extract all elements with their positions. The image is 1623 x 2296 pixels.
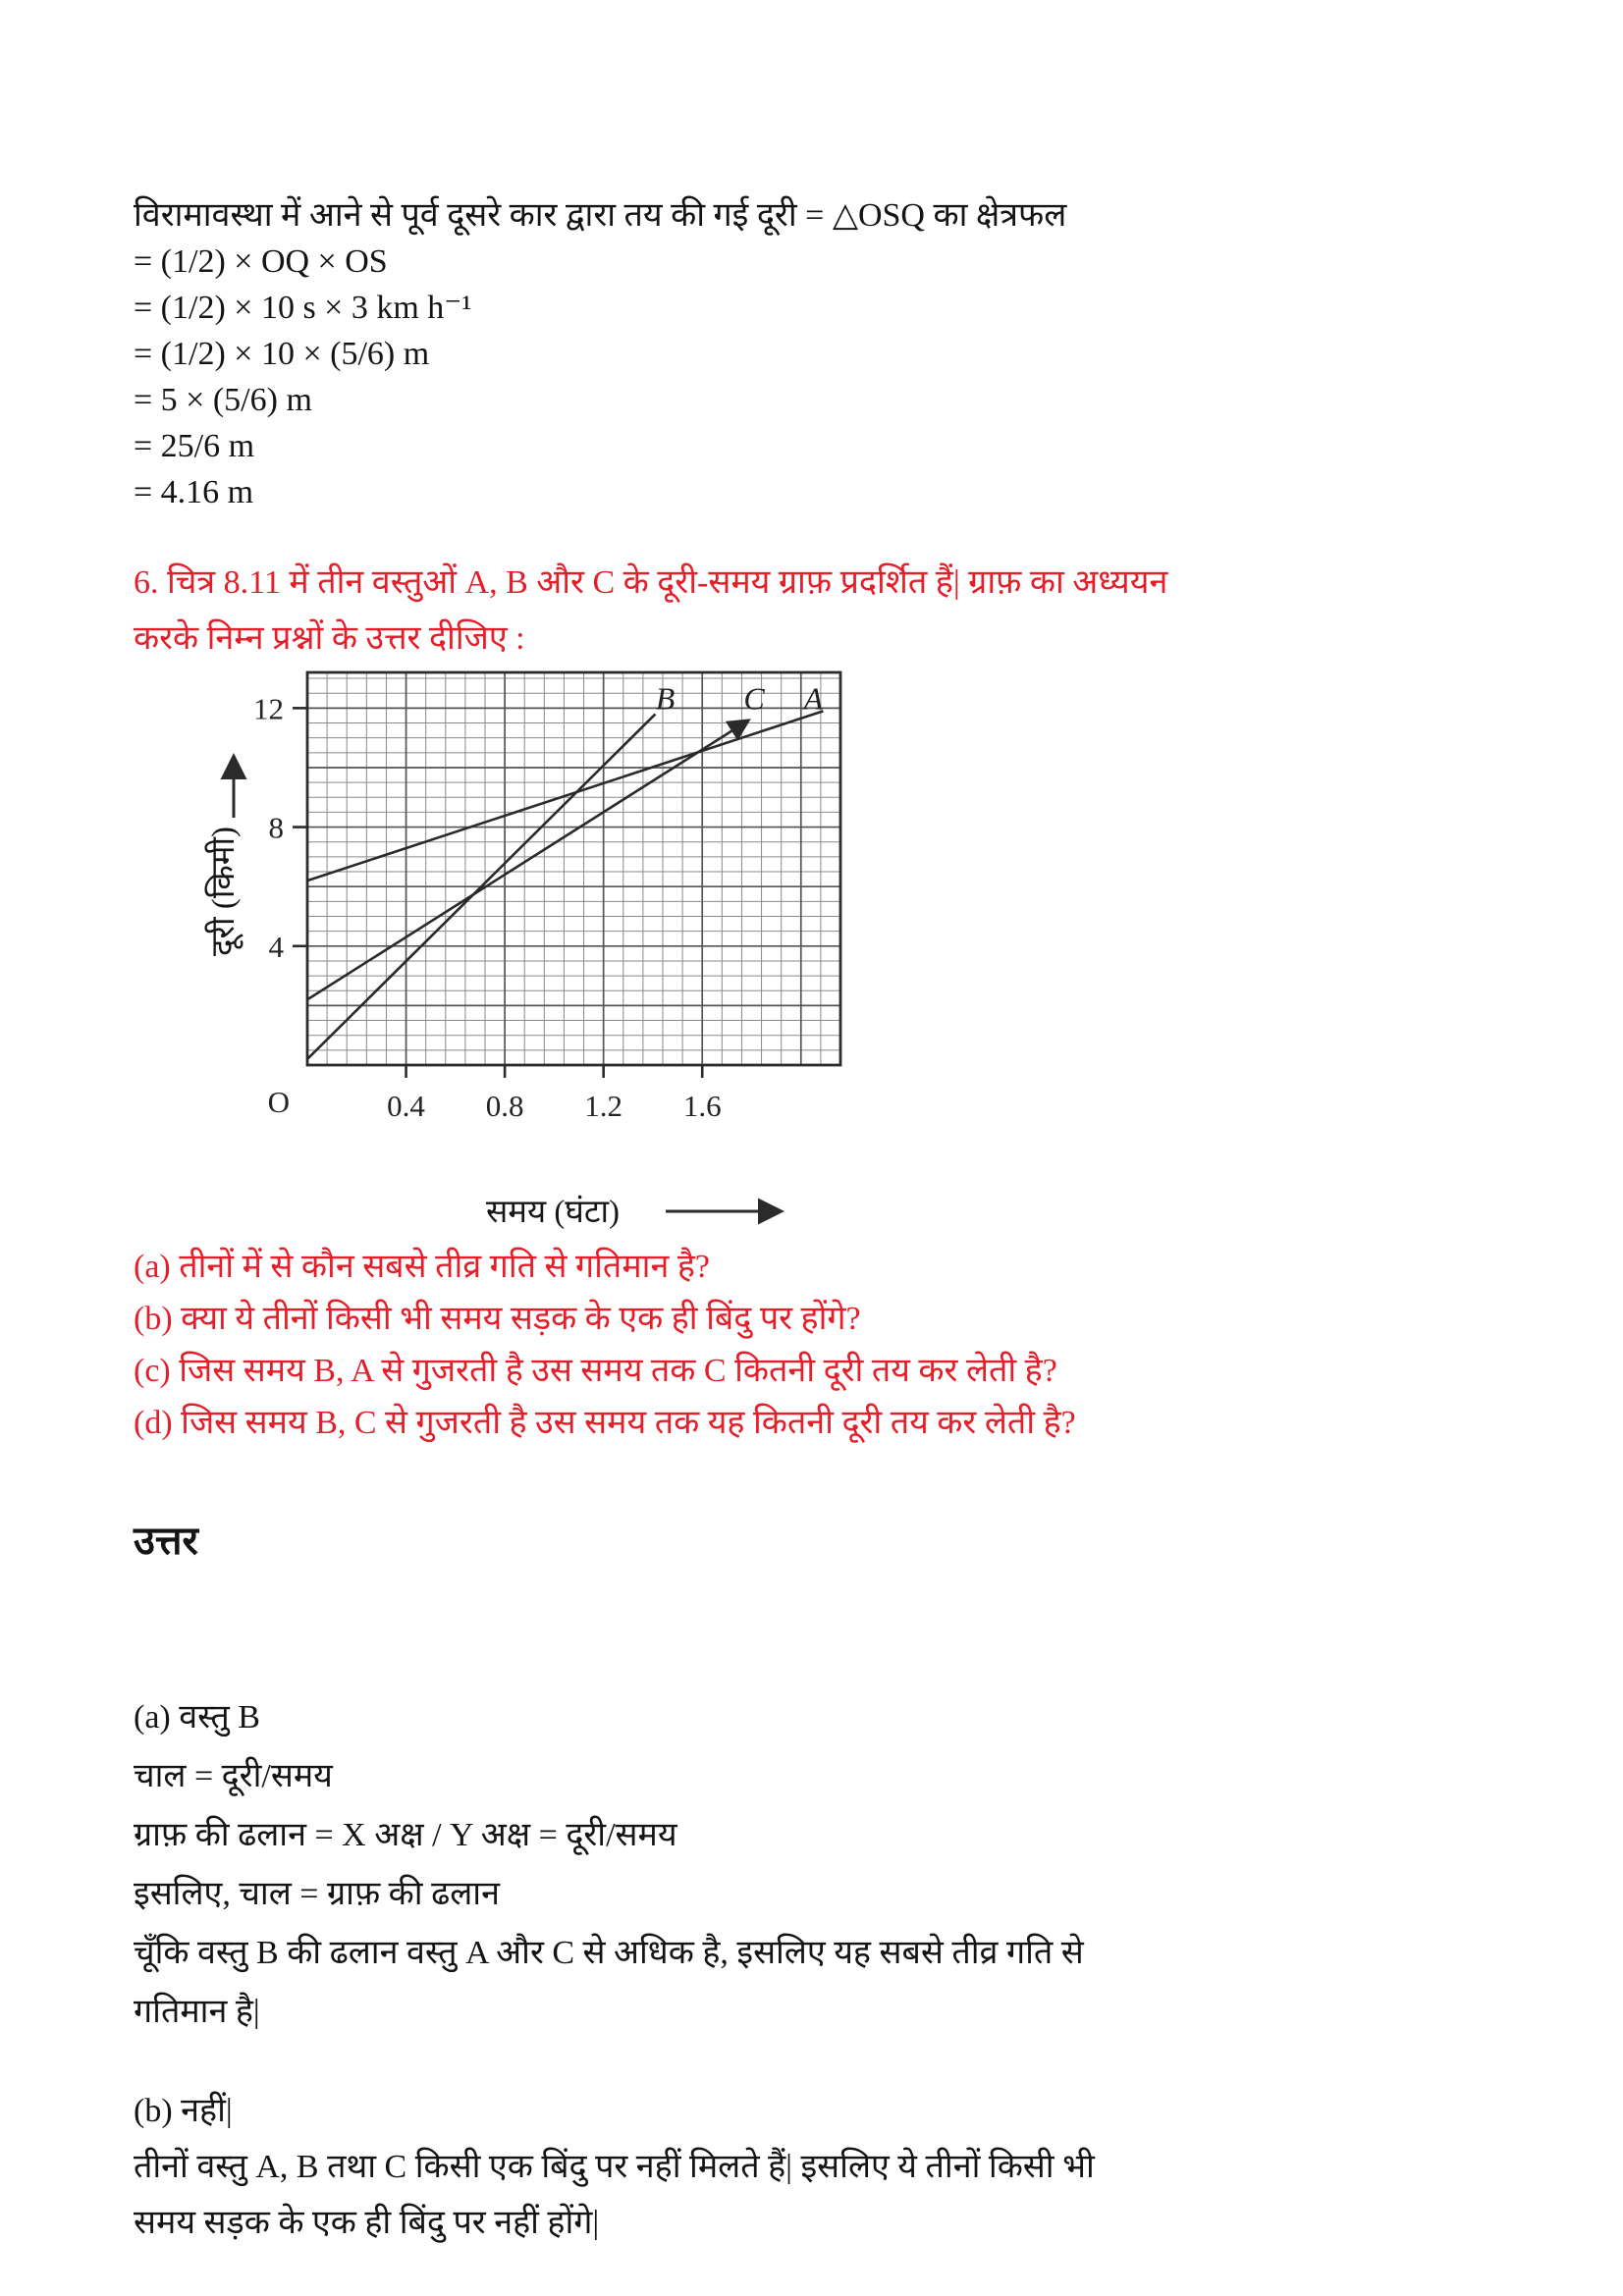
answer-b-block bbox=[134, 2083, 1095, 2251]
question-intro-line: करके निम्न प्रश्नों के उत्तर दीजिए : bbox=[134, 620, 525, 657]
sub-questions bbox=[134, 1241, 1076, 1449]
sub-question-c: (c) जिस समय B, A से गुजरती है उस समय तक C कितनी दूरी तय कर लेती है? bbox=[134, 1353, 1057, 1389]
y-tick-label: 4 bbox=[268, 929, 284, 964]
answer-a-line: ग्राफ़ की ढलान = X अक्ष / Y अक्ष = दूरी/समय bbox=[134, 1817, 677, 1853]
question-6-intro bbox=[134, 555, 1167, 667]
series-label-A: A bbox=[803, 680, 824, 717]
series-line-C bbox=[307, 721, 746, 999]
calc-line: = 25/6 m bbox=[134, 428, 255, 464]
answer-heading: उत्तर bbox=[134, 1519, 198, 1563]
series-label-C: C bbox=[743, 680, 765, 717]
origin-label: O bbox=[267, 1085, 290, 1119]
series-label-B: B bbox=[655, 680, 676, 717]
calc-line: विरामावस्था में आने से पूर्व दूसरे कार द्वारा तय की गई दूरी = △OSQ का क्षेत्रफल bbox=[134, 197, 1067, 234]
answer-b-line: समय सड़क के एक ही बिंदु पर नहीं होंगे| bbox=[134, 2205, 600, 2241]
calc-line: = (1/2) × OQ × OS bbox=[134, 243, 388, 280]
answer-a-block bbox=[134, 1688, 1084, 2042]
x-tick-label: 1.2 bbox=[584, 1089, 623, 1123]
answer-a-line: चाल = दूरी/समय bbox=[134, 1758, 333, 1794]
calculation-block bbox=[134, 192, 1066, 515]
distance-time-graph bbox=[175, 656, 862, 1259]
answer-a-line: गतिमान है| bbox=[134, 1994, 260, 2030]
x-tick-label: 0.8 bbox=[485, 1089, 524, 1123]
series-line-A bbox=[307, 711, 823, 881]
x-tick-label: 1.6 bbox=[682, 1089, 722, 1123]
question-intro-line: 6. चित्र 8.11 में तीन वस्तुओं A, B और C के दूरी-समय ग्राफ़ प्रदर्शित हैं| ग्राफ़ का अध्ययन bbox=[134, 564, 1168, 601]
sub-question-b: (b) क्या ये तीनों किसी भी समय सड़क के एक ही बिंदु पर होंगे? bbox=[134, 1301, 861, 1337]
answer-b-line: तीनों वस्तु A, B तथा C किसी एक बिंदु पर नहीं मिलते हैं| इसलिए ये तीनों किसी भी bbox=[134, 2149, 1095, 2185]
y-tick-label: 8 bbox=[268, 810, 284, 845]
answer-a-line: (a) वस्तु B bbox=[134, 1699, 260, 1735]
calc-line: = (1/2) × 10 × (5/6) m bbox=[134, 336, 430, 372]
answer-a-line: इसलिए, चाल = ग्राफ़ की ढलान bbox=[134, 1876, 500, 1912]
answer-b-line: (b) नहीं| bbox=[134, 2093, 233, 2129]
y-tick-label: 12 bbox=[253, 691, 284, 726]
answer-a-line: चूँकि वस्तु B की ढलान वस्तु A और C से अधिक है, इसलिए यह सबसे तीव्र गति से bbox=[134, 1935, 1084, 1971]
calc-line: = (1/2) × 10 s × 3 km h⁻¹ bbox=[134, 290, 472, 326]
calc-line: = 5 × (5/6) m bbox=[134, 382, 312, 418]
calc-line: = 4.16 m bbox=[134, 474, 254, 510]
sub-question-d: (d) जिस समय B, C से गुजरती है उस समय तक यह कितनी दूरी तय कर लेती है? bbox=[134, 1405, 1076, 1441]
y-axis-title: दूरी (किमी) bbox=[206, 827, 242, 956]
x-tick-label: 0.4 bbox=[387, 1089, 425, 1123]
x-axis-title: समय (घंटा) bbox=[485, 1195, 621, 1230]
sub-question-a: (a) तीनों में से कौन सबसे तीव्र गति से गतिमान है? bbox=[134, 1249, 710, 1285]
figure-8-11 bbox=[175, 656, 862, 1259]
